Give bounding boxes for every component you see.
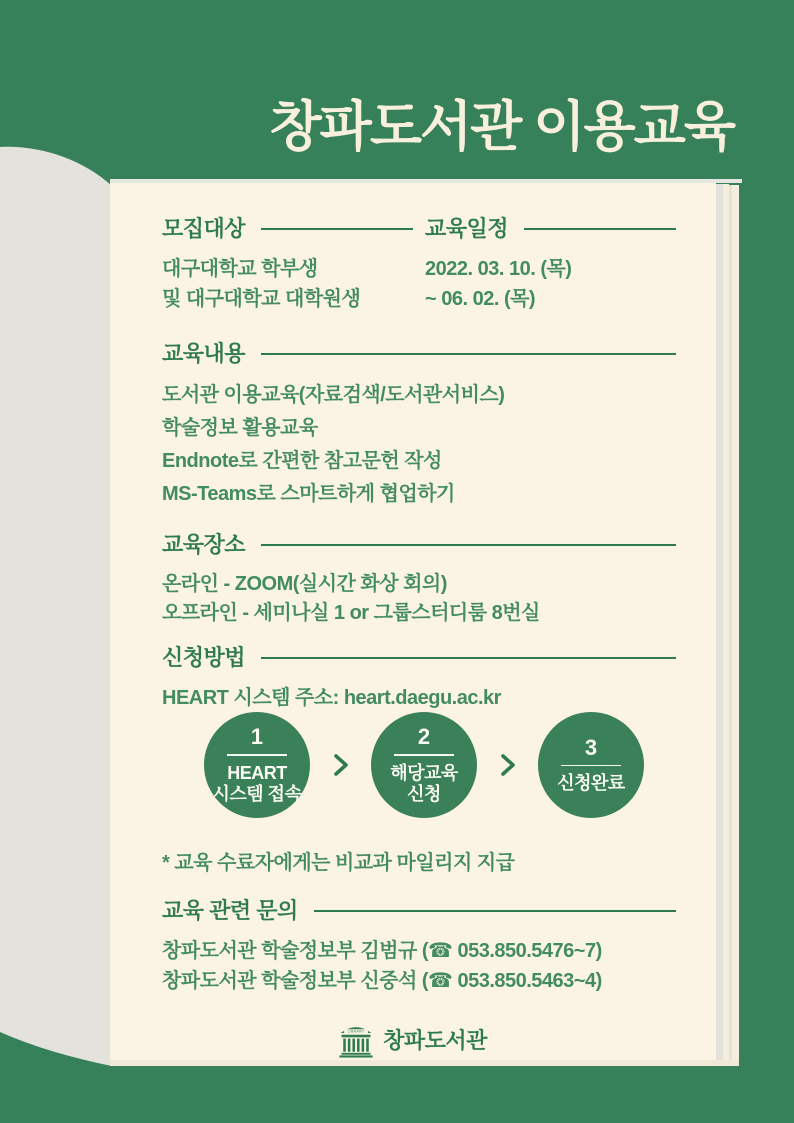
step-label-line: 신청완료 <box>557 773 625 794</box>
heading-rule <box>261 353 676 356</box>
section-header <box>162 528 676 559</box>
apply-url-line: HEART 시스템 주소: heart.daegu.ac.kr <box>162 687 501 709</box>
step-number: 1 <box>250 724 264 750</box>
location-line: 온라인 - ZOOM(실시간 화상 회의) <box>162 573 447 595</box>
content-line: 도서관 이용교육(자료검색/도서관서비스) <box>162 384 505 406</box>
section-heading: 교육장소 <box>162 532 246 557</box>
schedule-line: 2022. 03. 10. (목) <box>425 258 572 280</box>
library-building-icon <box>339 1018 373 1060</box>
section-header <box>162 212 413 243</box>
recruit-line: 및 대구대학교 대학원생 <box>162 288 361 310</box>
step-number: 3 <box>584 734 598 760</box>
page-edge-stripe <box>723 184 729 1066</box>
library-logo <box>110 1018 716 1060</box>
heading-rule <box>314 910 676 913</box>
step-1-circle <box>204 712 310 818</box>
section-header <box>162 894 676 925</box>
schedule-line: ~ 06. 02. (목) <box>425 288 536 310</box>
page-edge-stripe <box>729 185 732 1066</box>
heading-rule <box>261 228 413 231</box>
heading-rule <box>261 544 676 547</box>
top-info-row <box>162 212 676 314</box>
content-line: Endnote로 간편한 참고문헌 작성 <box>162 450 442 472</box>
step-separator <box>477 751 538 779</box>
page-edge-stripe <box>732 185 739 1066</box>
step-label-line: 시스템 접속 <box>212 783 302 804</box>
step-label-line: 신청 <box>407 783 441 804</box>
step-divider <box>394 754 454 756</box>
step-label <box>557 773 625 794</box>
page-top-edge <box>110 179 742 183</box>
recruit-line: 대구대학교 학부생 <box>162 258 318 280</box>
library-name: 창파도서관 <box>383 1027 487 1053</box>
chevron-right-icon <box>329 751 353 779</box>
section-heading: 교육내용 <box>162 341 246 366</box>
section-header <box>425 212 676 243</box>
section-heading: 교육 관련 문의 <box>162 898 298 923</box>
step-divider <box>561 765 621 767</box>
page-edge-stripe <box>716 184 723 1066</box>
section-location <box>162 528 676 628</box>
contact-line: 창파도서관 학술정보부 신중석 (☎ 053.850.5463~4) <box>162 970 602 992</box>
section-heading: 신청방법 <box>162 645 246 670</box>
poster-title: 창파도서관 이용교육 <box>269 97 734 157</box>
step-label-line: 해당교육 <box>390 762 458 783</box>
section-how-to-apply <box>162 641 676 713</box>
left-page <box>0 147 112 1066</box>
section-course-content <box>162 337 676 511</box>
heading-rule <box>261 657 676 660</box>
content-line: 학술정보 활용교육 <box>162 417 318 439</box>
section-header <box>162 337 676 368</box>
mileage-note: * 교육 수료자에게는 비교과 마일리지 지급 <box>162 852 515 874</box>
section-recruit-target <box>162 212 413 314</box>
step-3-circle <box>538 712 644 818</box>
page-bottom-edge <box>110 1060 739 1066</box>
heading-rule <box>524 228 676 231</box>
chevron-right-icon <box>496 751 520 779</box>
step-label-line: HEART <box>227 762 287 783</box>
section-heading: 모집대상 <box>162 216 246 241</box>
step-separator <box>310 751 371 779</box>
step-number: 2 <box>417 724 431 750</box>
section-contact <box>162 894 676 996</box>
section-schedule <box>425 212 676 314</box>
step-label <box>390 763 458 805</box>
step-label <box>213 763 302 805</box>
location-line: 오프라인 - 세미나실 1 or 그룹스터디룸 8번실 <box>162 602 540 624</box>
section-heading: 교육일정 <box>425 216 509 241</box>
contact-line: 창파도서관 학술정보부 김범규 (☎ 053.850.5476~7) <box>162 940 602 962</box>
section-header <box>162 641 676 672</box>
step-2-circle <box>371 712 477 818</box>
content-line: MS-Teams로 스마트하게 협업하기 <box>162 483 455 505</box>
step-divider <box>227 754 287 756</box>
application-steps <box>162 712 718 818</box>
logo-text: LIBRARY <box>347 1029 365 1034</box>
